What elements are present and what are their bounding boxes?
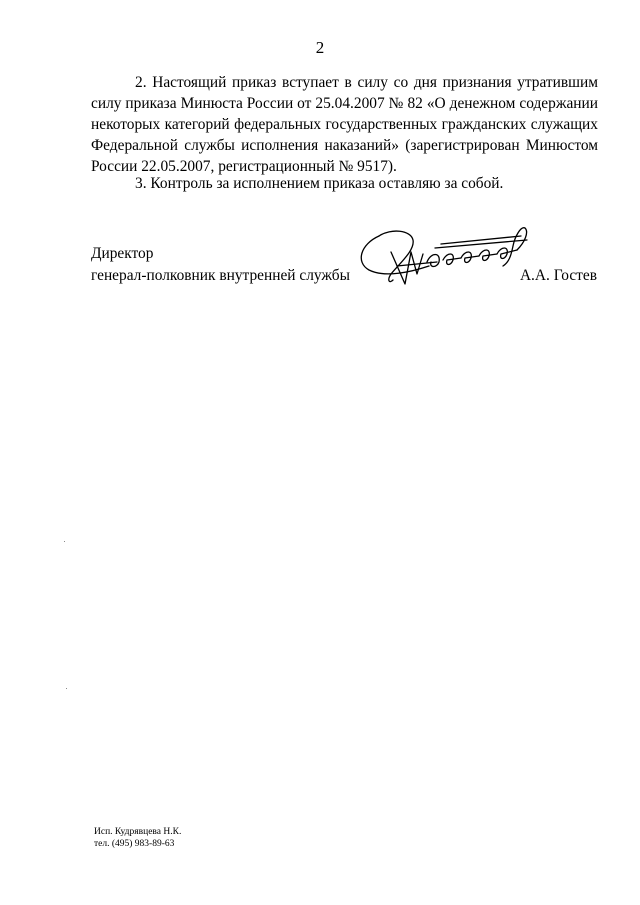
executor-phone: тел. (495) 983-89-63 (94, 839, 175, 849)
paragraph-control: 3. Контроль за исполнением приказа оставляю за собой. (135, 175, 504, 192)
paragraph-effective-date: 2. Настоящий приказ вступает в силу со дня признания утратившим силу приказа Минюста России от 25.04.2007 № 82 «О денежном содержании некоторых категорий федеральных государственных гражданских служащих Федеральной службы исполнения наказаний» (зарегистрирован Минюстом России 22.05.2007, регистрационный № 9517). (91, 74, 598, 175)
page-number: 2 (315, 38, 325, 57)
scan-artifact (66, 688, 67, 689)
scan-artifact (64, 541, 65, 542)
executor-name: Исп. Кудрявцева Н.К. (94, 827, 182, 837)
signatory-name: А.А. Гостев (519, 267, 597, 284)
executor-info (94, 826, 181, 850)
signatory-rank: генерал-полковник внутренней службы (91, 267, 350, 284)
signatory-position: Директор (91, 245, 154, 262)
signature-block (91, 244, 601, 304)
